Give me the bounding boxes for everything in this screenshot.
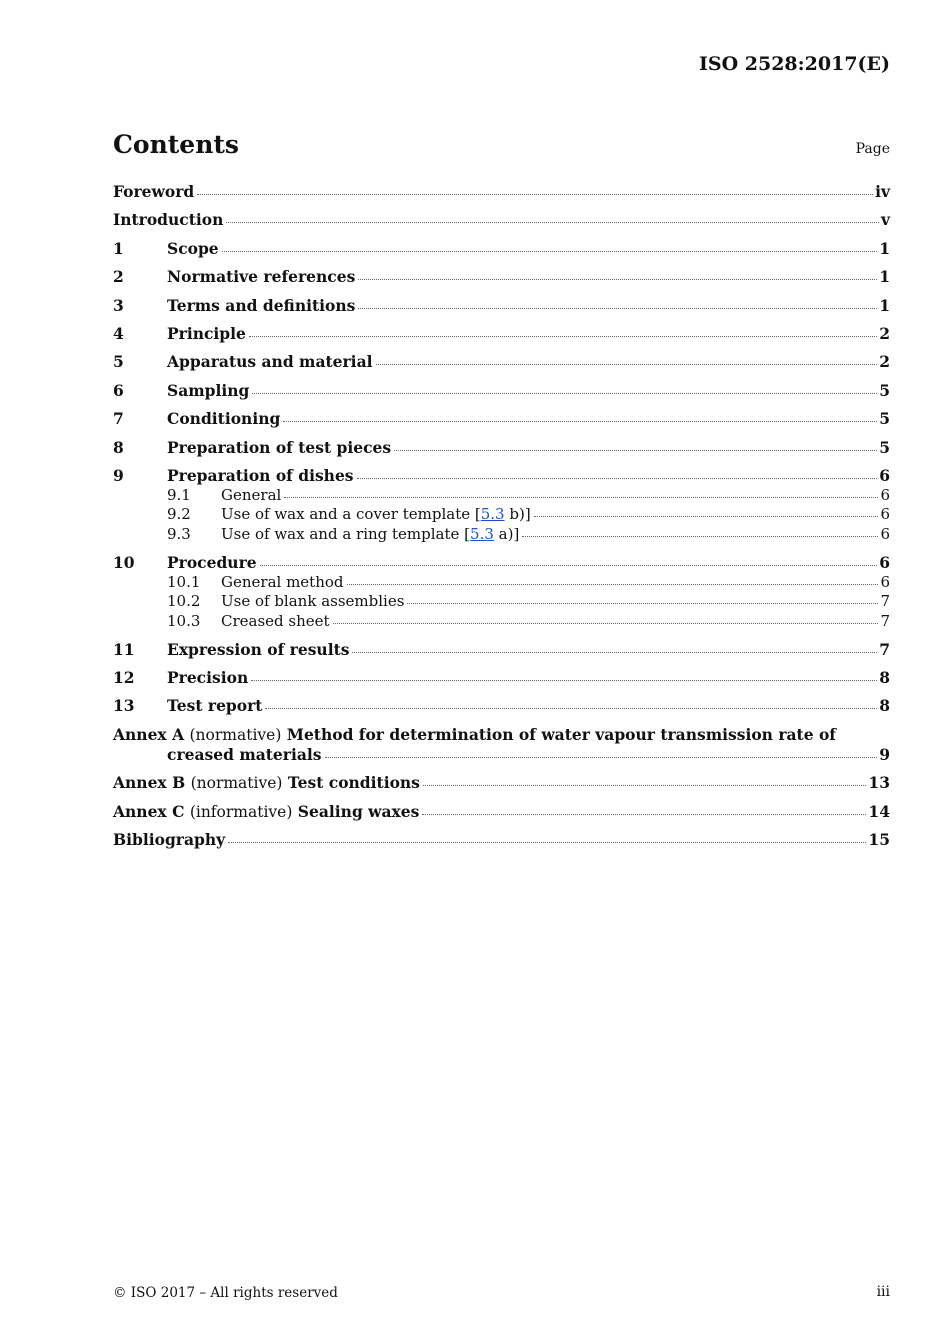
subclause-number: 10.2 — [167, 592, 201, 611]
dot-leader — [284, 497, 878, 498]
clause-number: 12 — [113, 668, 135, 688]
toc-entry-page: 5 — [879, 380, 890, 400]
dot-leader — [422, 814, 866, 815]
dot-leader — [251, 680, 877, 681]
toc-entry-annex-a[interactable] — [113, 725, 890, 765]
clause-number: 7 — [113, 409, 124, 429]
subclause-number: 9.1 — [167, 485, 191, 504]
contents-header — [113, 130, 890, 159]
dot-leader — [394, 450, 877, 451]
toc-entry-title: Foreword — [113, 182, 195, 201]
dot-leader — [333, 623, 879, 624]
annex-label: Annex B — [113, 773, 186, 793]
dot-leader — [283, 421, 877, 422]
toc-entry-page: 7 — [880, 592, 890, 611]
toc-entry-title — [113, 802, 419, 822]
toc-subentry-9-1[interactable] — [113, 486, 890, 506]
toc-entry-page: 5 — [879, 409, 890, 429]
toc-entry-title: Creased sheet — [221, 611, 330, 630]
annex-title-line — [113, 725, 890, 745]
dot-leader — [265, 708, 877, 709]
dot-leader — [325, 757, 878, 758]
toc-subentry-10-3[interactable] — [113, 612, 890, 632]
clause-number: 13 — [113, 696, 135, 716]
annex-kind: (normative) — [189, 725, 282, 744]
toc-entry-page: 6 — [880, 505, 890, 524]
dot-leader — [228, 842, 866, 843]
annex-title: Sealing waxes — [297, 801, 420, 821]
footer-page-number: iii — [876, 1284, 890, 1300]
toc-entry-title: Terms and definitions — [167, 295, 356, 315]
subclause-number: 9.2 — [167, 505, 191, 524]
toc-entry-page: 6 — [880, 572, 890, 591]
annex-label: Annex A — [113, 724, 185, 744]
toc-entry-title: Introduction — [113, 210, 224, 230]
toc-entry-page: 5 — [879, 437, 890, 457]
toc-entry-page: 7 — [880, 611, 890, 630]
toc-entry-page: 6 — [879, 465, 890, 485]
toc-entry-clause-3[interactable] — [113, 296, 890, 316]
page-column-label: Page — [855, 141, 890, 157]
title-text: Use of wax and a ring template [ — [221, 524, 471, 543]
annex-title-continuation — [113, 745, 890, 765]
dot-leader — [407, 603, 878, 604]
toc-entry-page: 6 — [880, 485, 890, 504]
contents-title: Contents — [113, 130, 240, 159]
title-text: a)] — [493, 524, 520, 543]
annex-title: creased materials — [167, 744, 322, 764]
toc-entry-clause-11[interactable] — [113, 640, 890, 660]
toc-entry-title: Apparatus and material — [167, 352, 373, 372]
clause-number: 8 — [113, 437, 124, 457]
dot-leader — [197, 194, 873, 195]
clause-number: 1 — [113, 238, 124, 258]
toc-subentry-9-3[interactable] — [113, 525, 890, 545]
toc-entry-page: 15 — [868, 830, 890, 850]
toc-entry-page: 9 — [879, 744, 890, 764]
toc-entry-clause-2[interactable] — [113, 267, 890, 287]
dot-leader — [358, 308, 877, 309]
toc-entry-clause-6[interactable] — [113, 381, 890, 401]
annex-title: Test conditions — [287, 773, 420, 793]
dot-leader — [358, 279, 877, 280]
dot-leader — [522, 536, 878, 537]
dot-leader — [249, 336, 877, 337]
toc-entry-page: 1 — [879, 295, 890, 315]
toc-entry-page: iv — [875, 182, 890, 201]
toc-entry-clause-8[interactable] — [113, 438, 890, 458]
dot-leader — [347, 584, 879, 585]
toc-entry-title: Sampling — [167, 380, 250, 400]
dot-leader — [352, 652, 877, 653]
clause-number: 3 — [113, 295, 124, 315]
annex-kind: (normative) — [190, 774, 283, 793]
dot-leader — [226, 222, 879, 223]
toc-entry-title: Preparation of dishes — [167, 465, 354, 485]
toc-entry-title: Procedure — [167, 552, 257, 572]
clause-reference-link[interactable]: 5.3 — [470, 524, 494, 543]
toc-entry-title: Use of blank assemblies — [221, 592, 405, 611]
toc-entry-title — [113, 773, 420, 793]
toc-entry-title: General method — [221, 572, 344, 591]
title-text: Use of wax and a cover template [ — [221, 505, 481, 524]
toc-entry-page: 1 — [879, 238, 890, 258]
toc-entry-clause-4[interactable] — [113, 324, 890, 344]
toc-entry-clause-13[interactable] — [113, 696, 890, 716]
toc-entry-page: 13 — [868, 773, 890, 793]
toc-entry-annex-c[interactable] — [113, 802, 890, 822]
subclause-number: 9.3 — [167, 524, 191, 543]
annex-kind: (informative) — [189, 802, 293, 821]
toc-entry-clause-7[interactable] — [113, 409, 890, 429]
toc-entry-page: 2 — [879, 323, 890, 343]
toc-entry-page: 6 — [879, 552, 890, 572]
toc-entry-page: 7 — [879, 639, 890, 659]
toc-entry-page: 1 — [879, 267, 890, 287]
toc-entry-title: Normative references — [167, 267, 356, 287]
toc-entry-page: v — [880, 210, 890, 230]
toc-entry-title: Scope — [167, 238, 219, 258]
clause-number: 9 — [113, 465, 124, 485]
clause-number: 4 — [113, 323, 124, 343]
dot-leader — [260, 565, 878, 566]
toc-entry-page: 8 — [879, 696, 890, 716]
clause-number: 6 — [113, 380, 124, 400]
clause-number: 2 — [113, 267, 124, 287]
toc-subentry-10-2[interactable] — [113, 592, 890, 612]
dot-leader — [376, 364, 878, 365]
table-of-contents — [113, 182, 890, 850]
toc-entry-title: Precision — [167, 668, 249, 688]
toc-entry-foreword[interactable] — [113, 182, 890, 202]
dot-leader — [252, 393, 877, 394]
dot-leader — [534, 516, 879, 517]
clause-number: 10 — [113, 552, 135, 572]
toc-entry-clause-12[interactable] — [113, 668, 890, 688]
clause-number: 11 — [113, 639, 135, 659]
toc-subentry-10-1[interactable] — [113, 573, 890, 593]
annex-label: Annex C — [113, 801, 185, 821]
toc-entry-title — [221, 525, 519, 545]
toc-entry-page: 14 — [868, 801, 890, 821]
toc-entry-bibliography[interactable] — [113, 830, 890, 850]
toc-entry-title: Preparation of test pieces — [167, 437, 392, 457]
toc-entry-clause-5[interactable] — [113, 352, 890, 372]
annex-title: Method for determination of water vapour transmission rate of — [286, 724, 836, 744]
toc-entry-clause-1[interactable] — [113, 239, 890, 259]
toc-entry-page: 6 — [880, 524, 890, 543]
toc-entry-clause-9[interactable] — [113, 466, 890, 486]
subclause-number: 10.3 — [167, 611, 201, 630]
title-text: b)] — [504, 505, 531, 524]
toc-entry-annex-b[interactable] — [113, 773, 890, 793]
toc-entry-page: 2 — [879, 352, 890, 372]
document-id: ISO 2528:2017(E) — [698, 53, 890, 75]
toc-entry-title: Bibliography — [113, 830, 226, 850]
toc-entry-clause-10[interactable] — [113, 553, 890, 573]
toc-entry-title: Conditioning — [167, 409, 281, 429]
toc-entry-page: 8 — [879, 668, 890, 688]
footer-copyright: © ISO 2017 – All rights reserved — [113, 1285, 338, 1301]
dot-leader — [357, 478, 878, 479]
subclause-number: 10.1 — [167, 572, 201, 591]
toc-entry-title: Principle — [167, 323, 246, 343]
clause-reference-link[interactable]: 5.3 — [480, 505, 505, 524]
toc-entry-title — [221, 505, 531, 525]
toc-entry-introduction[interactable] — [113, 210, 890, 230]
dot-leader — [222, 251, 878, 252]
toc-subentry-9-2[interactable] — [113, 505, 890, 525]
dot-leader — [423, 785, 867, 786]
toc-entry-title: General — [221, 485, 282, 504]
toc-entry-title: Test report — [167, 696, 263, 716]
clause-number: 5 — [113, 352, 124, 372]
toc-entry-title: Expression of results — [167, 639, 350, 659]
